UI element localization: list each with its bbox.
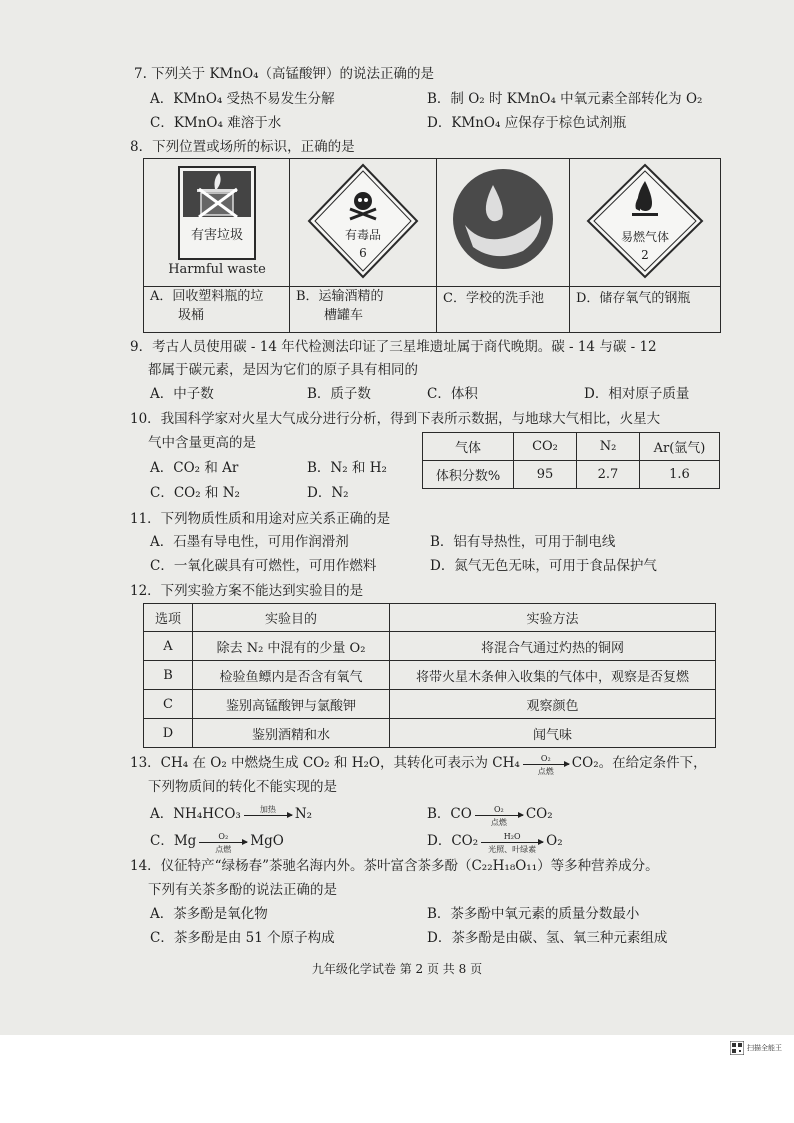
q13-option-a bbox=[150, 805, 312, 823]
water-saving-sign-icon bbox=[443, 159, 563, 281]
q11-stem: 11．下列物质性质和用途对应关系正确的是 bbox=[130, 511, 391, 527]
q8-option-b-line1: B．运输酒精的 bbox=[296, 289, 384, 304]
q12-cell: D bbox=[144, 719, 193, 748]
q9-stem-line2: 都属于碳元素，是因为它们的原子具有相同的 bbox=[148, 362, 418, 378]
flammable-gas-sign-icon bbox=[580, 159, 710, 281]
q10-option-a: A．CO₂ 和 Ar bbox=[150, 460, 239, 476]
mars-header-n2: N₂ bbox=[577, 433, 640, 461]
q8-stem: 8．下列位置或场所的标识，正确的是 bbox=[130, 139, 355, 155]
q10-stem-line2: 气中含量更高的是 bbox=[148, 435, 256, 451]
q14-option-b: B．茶多酚中氧元素的质量分数最小 bbox=[427, 906, 640, 922]
reaction-arrow-icon bbox=[481, 832, 543, 854]
q8-option-d: D．储存氧气的钢瓶 bbox=[570, 287, 721, 333]
reaction-arrow-icon bbox=[523, 754, 569, 776]
mars-header-ar: Ar(氩气) bbox=[640, 433, 720, 461]
q12-cell: 鉴别高锰酸钾与氯酸钾 bbox=[193, 690, 390, 719]
page-footer: 九年级化学试卷 第 2 页 共 8 页 bbox=[311, 962, 483, 976]
table-row bbox=[144, 690, 716, 719]
q11-option-d: D．氮气无色无味，可用于食品保护气 bbox=[430, 558, 657, 574]
q12-cell: C bbox=[144, 690, 193, 719]
q13-stem-arrow-top: O₂ bbox=[540, 754, 551, 763]
q7-stem: 7. 下列关于 KMnO₄（高锰酸钾）的说法正确的是 bbox=[134, 66, 435, 82]
mars-header-co2: CO₂ bbox=[514, 433, 577, 461]
table-row bbox=[144, 632, 716, 661]
q8-option-a-line2: 圾桶 bbox=[178, 308, 205, 323]
q10-option-d: D．N₂ bbox=[307, 485, 349, 501]
sign1-english: Harmful waste bbox=[167, 262, 266, 277]
q13-option-c bbox=[150, 832, 284, 854]
sign1-label: 有害垃圾 bbox=[190, 228, 243, 243]
q13-a-condition: 加热 bbox=[259, 805, 276, 814]
q9-option-a: A．中子数 bbox=[150, 386, 214, 402]
q12-cell: A bbox=[144, 632, 193, 661]
q14-stem-line2: 下列有关茶多酚的说法正确的是 bbox=[148, 882, 337, 898]
q10-stem-line1: 10．我国科学家对火星大气成分进行分析，得到下表所示数据，与地球大气相比，火星大 bbox=[130, 411, 661, 427]
q8-option-c: C．学校的洗手池 bbox=[437, 287, 570, 333]
q13-d-condition-bottom: 光照、叶绿素 bbox=[488, 845, 537, 854]
table-row bbox=[144, 661, 716, 690]
q13-option-b bbox=[427, 805, 553, 827]
q9-option-d: D．相对原子质量 bbox=[584, 386, 690, 402]
mars-atmosphere-table bbox=[422, 432, 720, 489]
sign4-number: 2 bbox=[641, 248, 649, 262]
q13-stem-pre: 13．CH₄ 在 O₂ 中燃烧生成 CO₂ 和 H₂O，其转化可表示为 CH₄ bbox=[130, 755, 520, 771]
q12-cell: 观察颜色 bbox=[390, 690, 716, 719]
scanner-watermark bbox=[730, 1040, 790, 1056]
q10-option-c: C．CO₂ 和 N₂ bbox=[150, 485, 240, 501]
q13-a-reactant: A．NH₄HCO₃ bbox=[150, 806, 241, 822]
q13-b-condition-top: O₂ bbox=[493, 805, 504, 814]
q12-experiment-table bbox=[143, 603, 716, 748]
sign2-label: 有毒品 bbox=[344, 228, 382, 242]
harmful-waste-sign-icon bbox=[157, 159, 277, 281]
q12-header-purpose: 实验目的 bbox=[193, 604, 390, 632]
q7-option-b: B．制 O₂ 时 KMnO₄ 中氧元素全部转化为 O₂ bbox=[427, 91, 703, 107]
mars-row-label: 体积分数% bbox=[423, 461, 514, 489]
q13-a-product: N₂ bbox=[294, 806, 313, 822]
q12-cell: 检验鱼鳔内是否含有氧气 bbox=[193, 661, 390, 690]
q13-c-condition-top: O₂ bbox=[218, 832, 229, 841]
q11-option-c: C．一氧化碳具有可燃性，可用作燃料 bbox=[150, 558, 377, 574]
q7-option-c: C．KMnO₄ 难溶于水 bbox=[150, 115, 282, 131]
mars-value-co2: 95 bbox=[514, 461, 577, 489]
mars-value-n2: 2.7 bbox=[577, 461, 640, 489]
reaction-arrow-icon bbox=[475, 805, 523, 827]
q8-sign-table bbox=[143, 158, 721, 333]
q12-cell: 将带火星木条伸入收集的气体中，观察是否复燃 bbox=[390, 661, 716, 690]
q10-option-b: B．N₂ 和 H₂ bbox=[307, 460, 387, 476]
q12-cell: 除去 N₂ 中混有的少量 O₂ bbox=[193, 632, 390, 661]
q12-cell: 闻气味 bbox=[390, 719, 716, 748]
q13-option-d bbox=[427, 832, 563, 854]
q12-cell: 鉴别酒精和水 bbox=[193, 719, 390, 748]
q13-d-condition-top: H₂O bbox=[503, 832, 521, 841]
toxic-substance-sign-icon bbox=[303, 159, 423, 281]
q13-d-product: O₂ bbox=[546, 833, 563, 849]
q14-option-a: A．茶多酚是氧化物 bbox=[150, 906, 268, 922]
q11-option-a: A．石墨有导电性，可用作润滑剂 bbox=[150, 534, 349, 550]
q12-stem: 12．下列实验方案不能达到实验目的是 bbox=[130, 583, 364, 599]
q13-b-product: CO₂ bbox=[525, 806, 553, 822]
sign4-label: 易燃气体 bbox=[620, 230, 670, 244]
q13-stem-post: CO₂。在给定条件下， bbox=[571, 755, 707, 771]
q7-option-d: D．KMnO₄ 应保存于棕色试剂瓶 bbox=[427, 115, 627, 131]
reaction-arrow-icon bbox=[199, 832, 247, 854]
q8-option-a-line1: A．回收塑料瓶的垃 bbox=[150, 289, 264, 304]
q12-cell: 将混合气通过灼热的铜网 bbox=[390, 632, 716, 661]
mars-header-gas: 气体 bbox=[423, 433, 514, 461]
mars-value-ar: 1.6 bbox=[640, 461, 720, 489]
q14-stem-line1: 14．仪征特产“绿杨春”茶驰名海内外。茶叶富含茶多酚（C₂₂H₁₈O₁₁）等多种营养成分。 bbox=[130, 858, 659, 874]
q12-header-method: 实验方法 bbox=[390, 604, 716, 632]
q12-cell: B bbox=[144, 661, 193, 690]
q14-option-d: D．茶多酚是由碳、氢、氧三种元素组成 bbox=[427, 930, 668, 946]
q13-b-condition-bottom: 点燃 bbox=[490, 818, 507, 827]
q13-c-reactant: C．Mg bbox=[150, 833, 197, 849]
sign2-number: 6 bbox=[359, 246, 367, 260]
qr-code-icon bbox=[730, 1041, 744, 1055]
q7-option-a: A．KMnO₄ 受热不易发生分解 bbox=[150, 91, 335, 107]
q13-d-reactant: D．CO₂ bbox=[427, 833, 479, 849]
q9-option-b: B．质子数 bbox=[307, 386, 371, 402]
q13-stem-line2: 下列物质间的转化不能实现的是 bbox=[148, 779, 337, 795]
watermark-label: 扫描全能王 bbox=[747, 1044, 782, 1052]
q13-stem-line1 bbox=[130, 754, 707, 776]
q9-stem-line1: 9．考古人员使用碳 - 14 年代检测法印证了三星堆遗址属于商代晚期。碳 - 14 与碳 - 12 bbox=[130, 339, 657, 355]
q13-stem-arrow-bottom: 点燃 bbox=[537, 767, 554, 776]
reaction-arrow-icon bbox=[244, 805, 292, 816]
table-row bbox=[144, 719, 716, 748]
q14-option-c: C．茶多酚是由 51 个原子构成 bbox=[150, 930, 335, 946]
q11-option-b: B．铝有导热性，可用于制电线 bbox=[430, 534, 616, 550]
q13-c-product: MgO bbox=[250, 833, 284, 849]
q13-b-reactant: B．CO bbox=[427, 806, 472, 822]
q12-header-option: 选项 bbox=[144, 604, 193, 632]
q8-option-b-line2: 槽罐车 bbox=[324, 308, 364, 323]
q9-option-c: C．体积 bbox=[427, 386, 478, 402]
q13-c-condition-bottom: 点燃 bbox=[215, 845, 232, 854]
